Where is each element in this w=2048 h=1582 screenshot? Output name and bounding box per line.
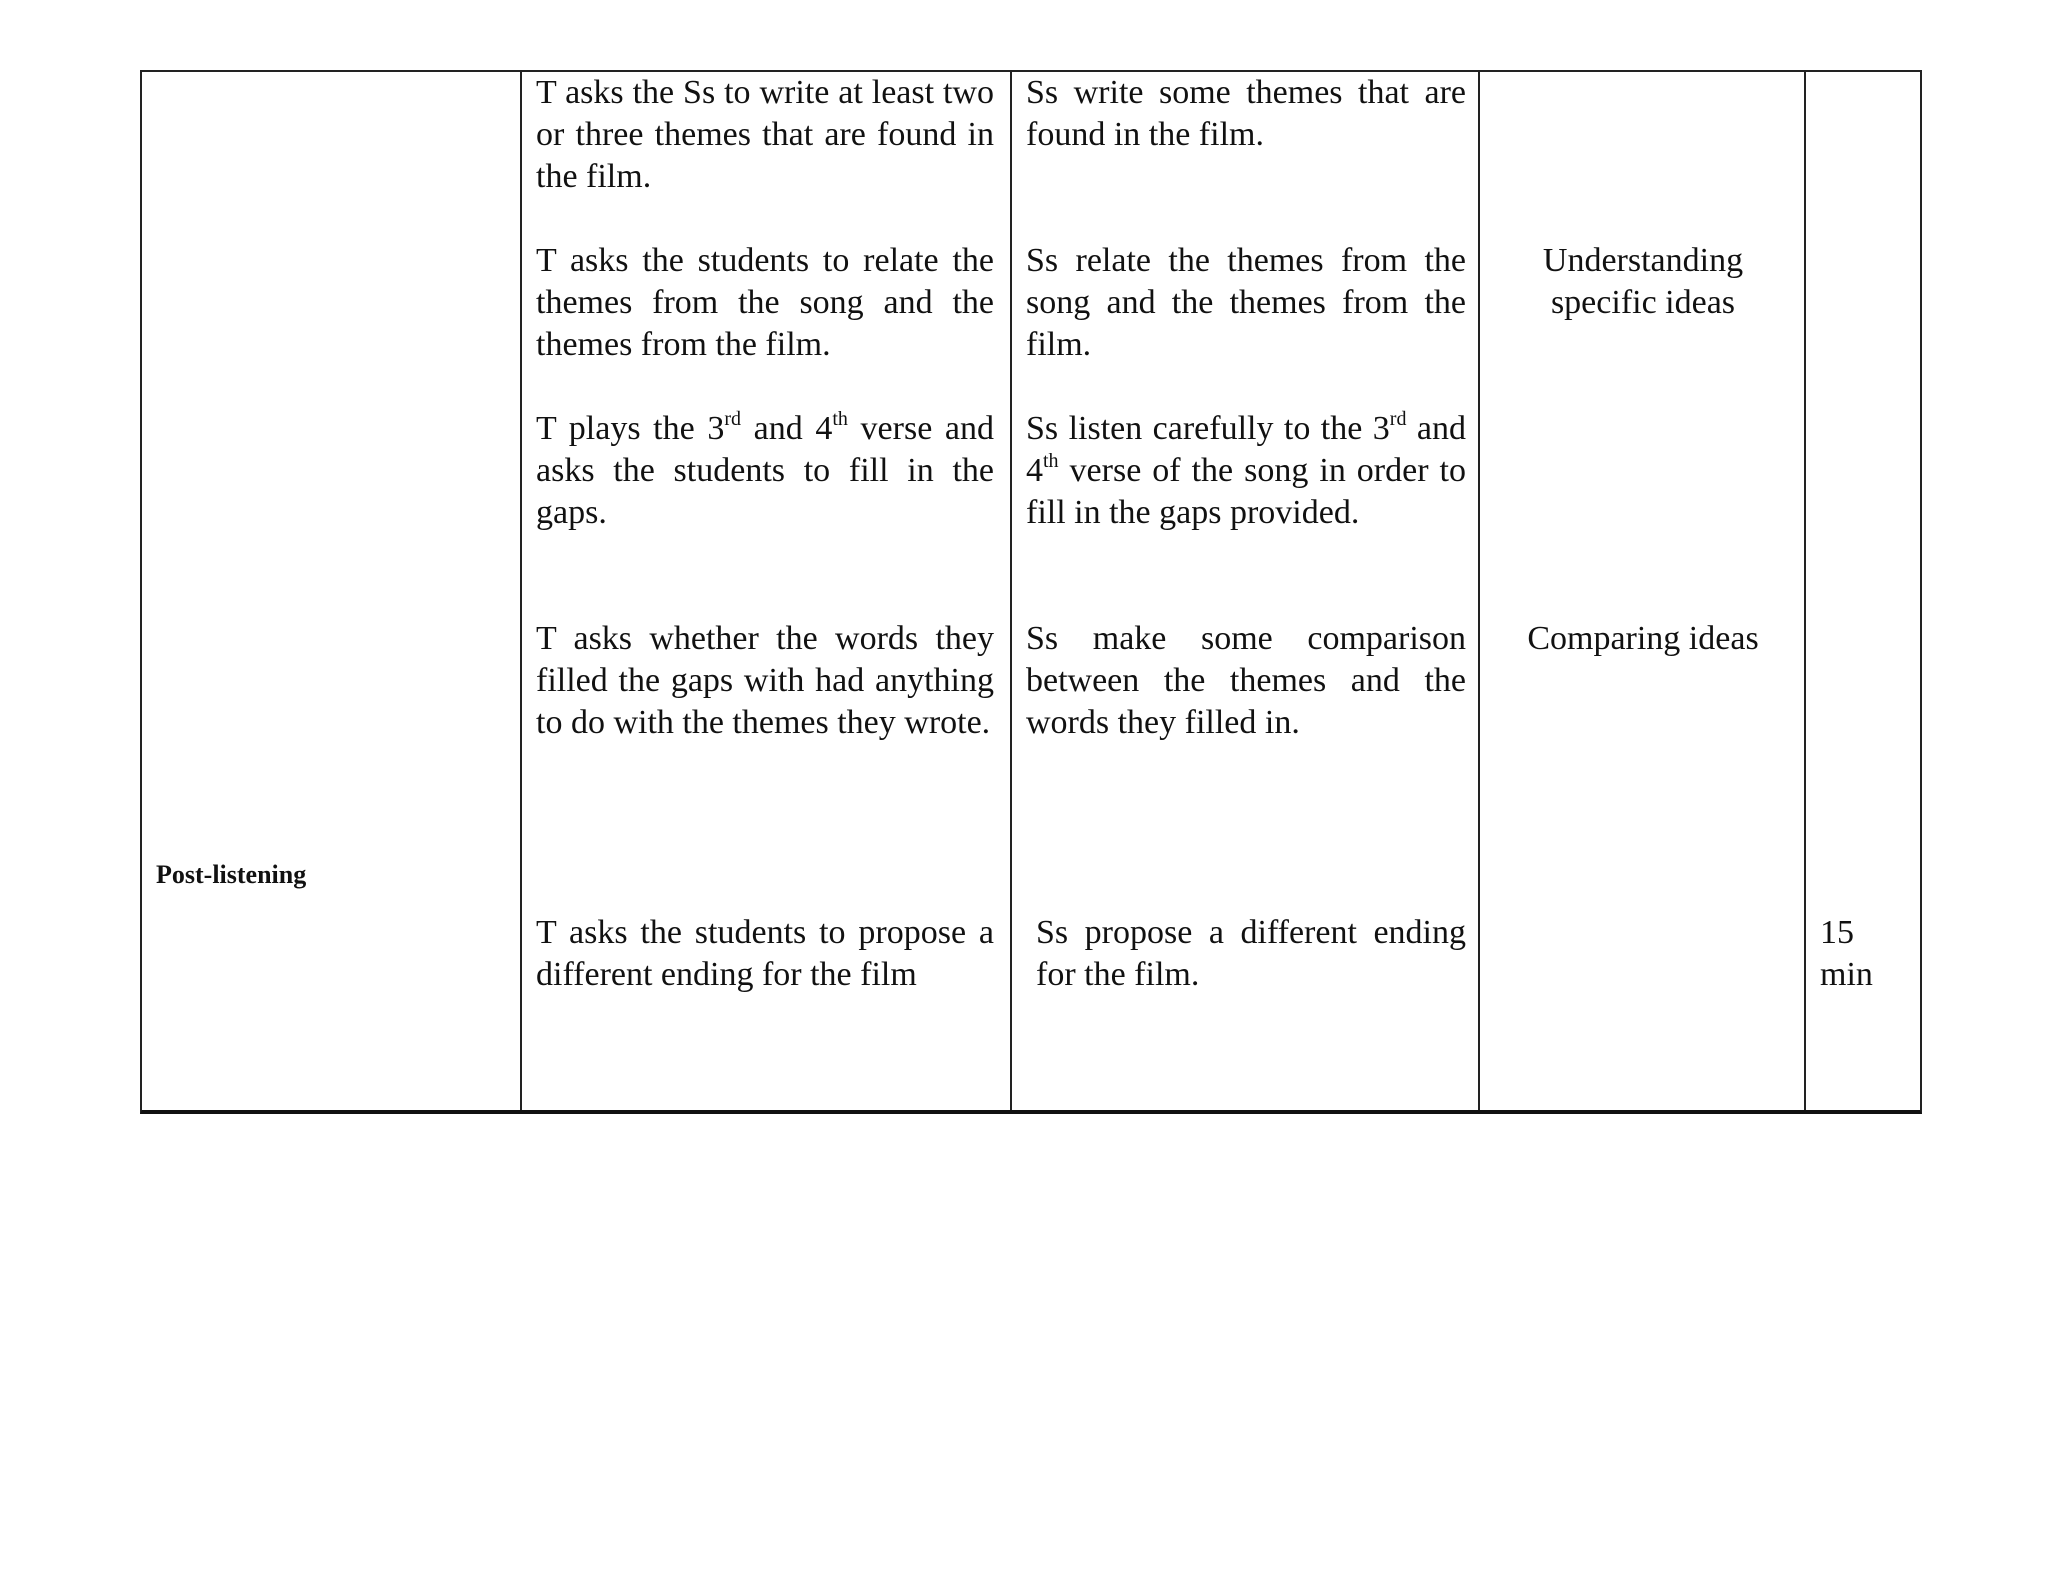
ordinal-suffix: rd	[724, 407, 742, 430]
teacher-activity-5: T asks the students to propose a different ending for the film	[536, 914, 994, 993]
student-activity-column	[1012, 72, 1480, 1110]
student-activity-3-part-c: verse of the song in order to fill in the gaps provided.	[1026, 452, 1466, 531]
teacher-activity-3-part-a: T plays the 3	[536, 410, 725, 447]
teacher-activity-4: T asks whether the words they filled the gaps with had anything to do with the themes they wrote.	[536, 620, 994, 741]
time-unit: min	[1820, 956, 1873, 993]
teacher-activity-3	[536, 408, 994, 534]
teacher-activity-2: T asks the students to relate the themes from the song and the themes from the film.	[536, 242, 994, 363]
student-activity-5: Ss propose a different ending for the film.	[1036, 914, 1466, 993]
student-activity-3	[1026, 408, 1466, 534]
aim-2: Comparing ideas	[1527, 620, 1759, 657]
stage-label: Post-listening	[156, 860, 307, 889]
time-value	[1820, 912, 1916, 996]
student-activity-3-part-a: Ss listen carefully to the 3	[1026, 410, 1390, 447]
ordinal-suffix: rd	[1389, 407, 1407, 430]
aim-1-line-2: specific ideas	[1550, 284, 1736, 321]
teacher-activity-1: T asks the Ss to write at least two or three themes that are found in the film.	[536, 74, 994, 195]
aims-column	[1480, 72, 1806, 1110]
time-column	[1806, 72, 1922, 1110]
student-activity-1: Ss write some themes that are found in the film.	[1026, 74, 1466, 153]
aim-1-line-1: Understanding	[1542, 242, 1744, 279]
lesson-plan-table	[140, 70, 1922, 1114]
aim-1	[1480, 240, 1806, 324]
student-activity-3-part-b: and 4	[1026, 410, 1466, 489]
ordinal-suffix: th	[1043, 449, 1059, 472]
teacher-activity-3-part-c: verse and asks the students to fill in the gaps.	[536, 410, 994, 531]
time-number: 15	[1820, 914, 1854, 951]
student-activity-2: Ss relate the themes from the song and the themes from the film.	[1026, 242, 1466, 363]
teacher-activity-column	[522, 72, 1012, 1110]
ordinal-suffix: th	[832, 407, 848, 430]
teacher-activity-3-part-b: and 4	[741, 410, 833, 447]
student-activity-4: Ss make some comparison between the themes and the words they filled in.	[1026, 620, 1466, 741]
stage-column	[142, 72, 522, 1110]
